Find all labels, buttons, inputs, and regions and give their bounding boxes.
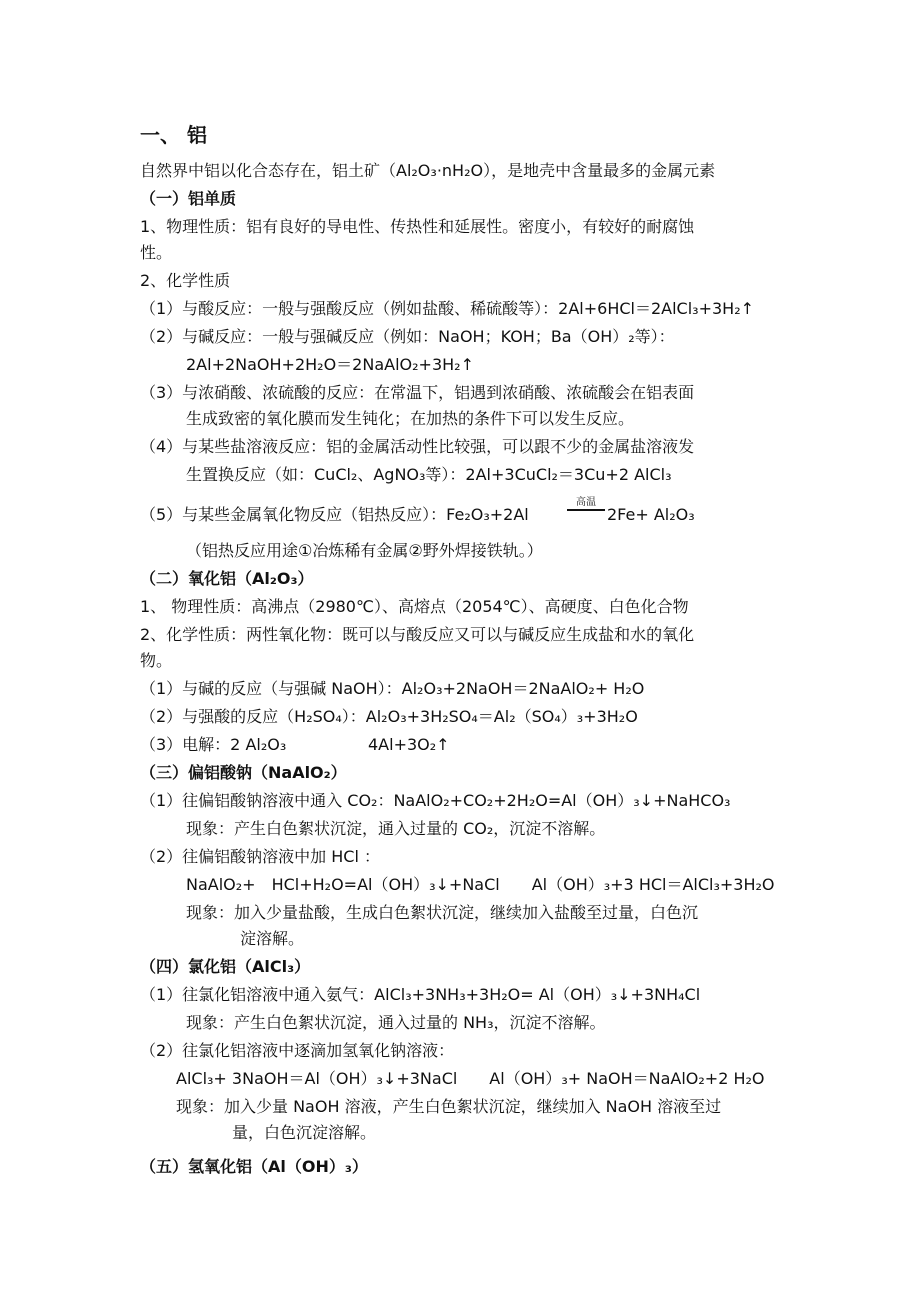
reaction-condition: 高温 bbox=[567, 497, 605, 511]
section-heading: （二）氧化铝（Al₂O₃） bbox=[140, 569, 314, 588]
text-line: 淀溶解。 bbox=[240, 929, 305, 948]
text-line: （铝热反应用途①冶炼稀有金属②野外焊接铁轨。） bbox=[186, 541, 543, 560]
text-line: （3）与浓硝酸、浓硫酸的反应：在常温下，铝遇到浓硝酸、浓硫酸会在铝表面 bbox=[140, 383, 695, 402]
text-line: 生成致密的氧化膜而发生钝化；在加热的条件下可以发生反应。 bbox=[186, 409, 635, 428]
section-heading: （四）氯化铝（AlCl₃） bbox=[140, 957, 311, 976]
text-line: 现象：加入少量盐酸，生成白色絮状沉淀，继续加入盐酸至过量，白色沉 bbox=[186, 903, 699, 922]
text-line: （1）与碱的反应（与强碱 NaOH）：Al₂O₃+2NaOH＝2NaAlO₂+ H₂O bbox=[140, 679, 645, 698]
text-line: （3）电解：2 Al₂O₃ bbox=[140, 735, 287, 754]
text-line: （2）与碱反应：一般与强碱反应（例如：NaOH；KOH；Ba（OH）₂等）： bbox=[140, 327, 675, 346]
text-line: 量，白色沉淀溶解。 bbox=[232, 1123, 377, 1142]
text-line: 1、 物理性质：高沸点（2980℃）、高熔点（2054℃）、高硬度、白色化合物 bbox=[140, 597, 689, 616]
text-line: 2Fe+ Al₂O₃ bbox=[607, 505, 695, 524]
text-line: （2）往氯化铝溶液中逐滴加氢氧化钠溶液： bbox=[140, 1041, 455, 1060]
equation-line: 2Al+2NaOH+2H₂O＝2NaAlO₂+3H₂↑ bbox=[186, 355, 474, 374]
intro-line: 自然界中铝以化合态存在，铝土矿（Al₂O₃·nH₂O），是地壳中含量最多的金属元素 bbox=[140, 161, 716, 180]
text-line: （1）往偏铝酸钠溶液中通入 CO₂：NaAlO₂+CO₂+2H₂O=Al（OH）₃↓+NaHCO₃ bbox=[140, 791, 731, 810]
text-line: （1）往氯化铝溶液中通入氨气：AlCl₃+3NH₃+3H₂O= Al（OH）₃↓+3NH₄Cl bbox=[140, 985, 701, 1004]
text-line: 现象：产生白色絮状沉淀，通入过量的 CO₂，沉淀不溶解。 bbox=[186, 819, 606, 838]
text-line: 2、化学性质 bbox=[140, 271, 231, 290]
text-line: 1、物理性质：铝有良好的导电性、传热性和延展性。密度小，有较好的耐腐蚀 bbox=[140, 217, 695, 236]
text-line: 现象：产生白色絮状沉淀，通入过量的 NH₃，沉淀不溶解。 bbox=[186, 1013, 606, 1032]
text-line: （4）与某些盐溶液反应：铝的金属活动性比较强，可以跟不少的金属盐溶液发 bbox=[140, 437, 695, 456]
text-line: 2、化学性质：两性氧化物：既可以与酸反应又可以与碱反应生成盐和水的氧化 bbox=[140, 625, 695, 644]
text-line: （2）往偏铝酸钠溶液中加 HCl ： bbox=[140, 847, 381, 866]
text-line: 4Al+3O₂↑ bbox=[368, 735, 450, 754]
text-line: 物。 bbox=[140, 651, 173, 670]
equation-line: AlCl₃+ 3NaOH＝Al（OH）₃↓+3NaCl Al（OH）₃+ NaOH＝NaAlO₂+2 H₂O bbox=[176, 1069, 765, 1088]
text-line: （5）与某些金属氧化物反应（铝热反应）：Fe₂O₃+2Al bbox=[140, 505, 529, 524]
text-line: （2）与强酸的反应（H₂SO₄）：Al₂O₃+3H₂SO₄＝Al₂（SO₄）₃+3H₂O bbox=[140, 707, 638, 726]
section-heading: （一）铝单质 bbox=[140, 189, 237, 208]
text-line: 生置换反应（如：CuCl₂、AgNO₃等）：2Al+3CuCl₂＝3Cu+2 AlCl₃ bbox=[186, 465, 672, 484]
text-line: （1）与酸反应：一般与强酸反应（例如盐酸、稀硫酸等）：2Al+6HCl＝2AlCl₃+3H₂↑ bbox=[140, 299, 755, 318]
text-line: 性。 bbox=[140, 243, 173, 262]
text-line: 现象：加入少量 NaOH 溶液，产生白色絮状沉淀，继续加入 NaOH 溶液至过 bbox=[176, 1097, 722, 1116]
section-heading: （五）氢氧化铝（Al（OH）₃） bbox=[140, 1157, 368, 1176]
page-title: 一、 铝 bbox=[140, 123, 207, 147]
section-heading: （三）偏铝酸钠（NaAlO₂） bbox=[140, 763, 347, 782]
equation-line: NaAlO₂+ HCl+H₂O=Al（OH）₃↓+NaCl Al（OH）₃+3 HCl＝AlCl₃+3H₂O bbox=[186, 875, 775, 894]
